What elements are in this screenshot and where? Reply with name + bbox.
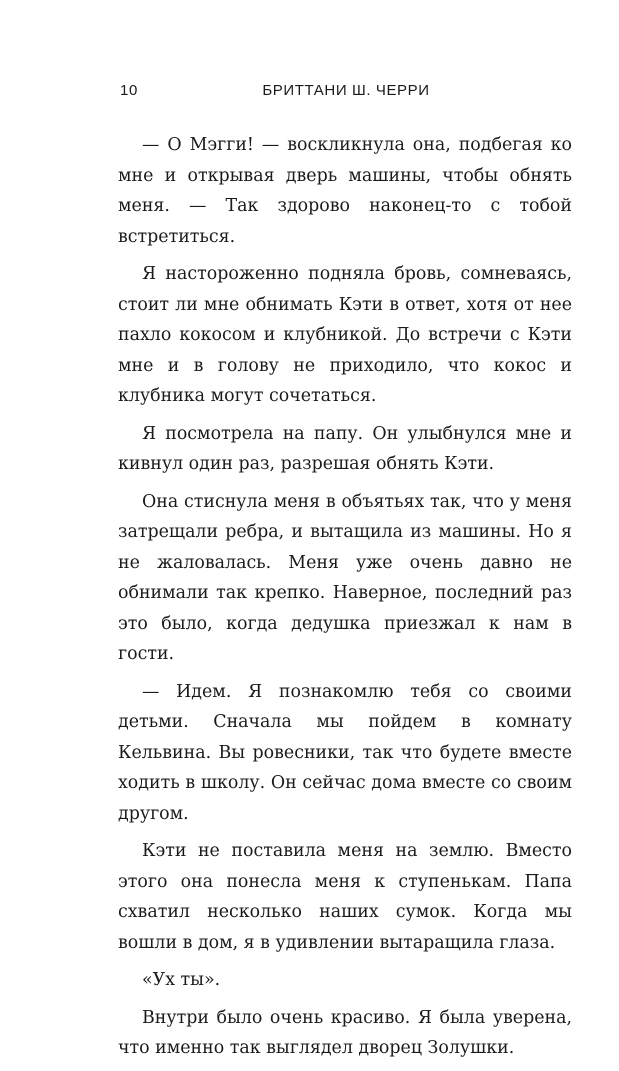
- body-text: [118, 130, 572, 1071]
- running-head: [120, 82, 572, 102]
- paragraph: Внутри было очень красиво. Я была уверена, что именно так выглядел дворец Золушки.: [118, 1007, 572, 1058]
- book-author: БРИТТАНИ Ш. ЧЕРРИ: [262, 82, 430, 99]
- paragraph: Я посмотрела на папу. Он улыбнулся мне и кивнул один раз, разрешая обнять Кэти.: [118, 423, 572, 474]
- paragraph: «Ух ты».: [142, 970, 221, 990]
- page-number: 10: [120, 82, 138, 99]
- paragraph: Она стиснула меня в объятьях так, что у меня затрещали ребра, и вытащила из машины. Но я не жаловалась. Меня уже очень давно не обнимали так крепко. Наверное, последний раз это было, когда дедушка приезжал к нам в гости.: [118, 491, 572, 664]
- paragraph: — О Мэгги! — воскликнула она, подбегая ко мне и открывая дверь машины, чтобы обнять меня. — Так здорово наконец-то с тобой встретиться.: [118, 135, 572, 247]
- paragraph: — Идем. Я познакомлю тебя со своими детьми. Сначала мы пойдем в комнату Кельвина. Вы ровесники, так что будете вместе ходить в школу. Он сейчас дома вместе со своим другом.: [118, 681, 572, 824]
- paragraph: Кэти не поставила меня на землю. Вместо этого она понесла меня к ступенькам. Папа схватил несколько наших сумок. Когда мы вошли в дом, я в удивлении вытаращила глаза.: [118, 841, 572, 953]
- paragraph: Я настороженно подняла бровь, сомневаясь, стоит ли мне обнимать Кэти в ответ, хотя от нее пахло кокосом и клубникой. До встречи с Кэти мне и в голову не приходило, что кокос и клубника могут сочетаться.: [118, 264, 572, 406]
